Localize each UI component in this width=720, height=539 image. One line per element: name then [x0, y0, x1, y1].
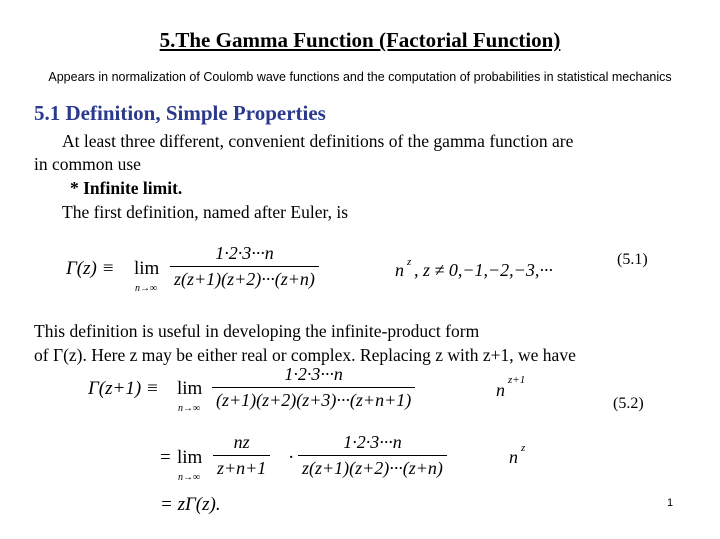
- eq51-label: (5.1): [617, 251, 648, 268]
- eq51-lim-sub: n→∞: [135, 283, 158, 294]
- page-title: 5.The Gamma Function (Factorial Function): [159, 28, 561, 52]
- eq52-lim: lim: [177, 378, 203, 399]
- eq51-fraction: [170, 243, 319, 290]
- eq52b-fraction-2: [298, 432, 447, 479]
- eq51-condition: , z ≠ 0,−1,−2,−3,···: [414, 260, 553, 280]
- eq52b-frac1-numerator: nz: [233, 432, 250, 452]
- eq52b-lim-sub: n→∞: [178, 472, 201, 483]
- eq52-denominator: (z+1)(z+2)(z+3)···(z+n+1): [212, 387, 415, 411]
- eq51-exponent: z: [407, 256, 412, 268]
- eq52b-frac2-denominator: z(z+1)(z+2)···(z+n): [298, 455, 447, 479]
- eq52-fraction: [212, 364, 415, 411]
- para-line-2: of Γ(z). Here z may be either real or complex. Replacing z with z+1, we have: [34, 345, 576, 365]
- eq52b-fraction-1: [213, 432, 270, 479]
- eq51-denominator: z(z+1)(z+2)···(z+n): [170, 266, 319, 290]
- eq52-result: = zΓ(z).: [160, 494, 221, 515]
- eq51-base: n: [395, 260, 404, 280]
- subtitle: Appears in normalization of Coulomb wave functions and the computation of probabilities in statistical mechanics: [48, 70, 672, 84]
- eq52-base: n: [496, 380, 505, 400]
- eq52-lhs: Γ(z+1) ≡: [88, 378, 159, 399]
- intro-line-1: At least three different, convenient definitions of the gamma function are: [62, 131, 574, 151]
- eq51-lhs: Γ(z) ≡: [66, 258, 115, 279]
- eq52b-exponent: z: [521, 442, 526, 454]
- eq52-numerator: 1·2·3···n: [284, 364, 343, 384]
- eq52b-dot: ·: [288, 447, 295, 468]
- euler-line: The first definition, named after Euler, is: [62, 202, 349, 222]
- bullet-infinite-limit: * Infinite limit.: [70, 178, 183, 198]
- eq52b-base: n: [509, 447, 518, 467]
- eq51-lim: lim: [134, 258, 160, 279]
- eq52b-equals: =: [160, 447, 171, 468]
- eq52b-frac2-numerator: 1·2·3···n: [343, 432, 402, 452]
- eq52-lim-sub: n→∞: [178, 403, 201, 414]
- eq51-numerator: 1·2·3···n: [215, 243, 274, 263]
- eq52-label: (5.2): [613, 395, 644, 412]
- para-line-1: This definition is useful in developing the infinite-product form: [34, 321, 480, 341]
- section-heading: 5.1 Definition, Simple Properties: [34, 101, 326, 125]
- intro-line-2: in common use: [34, 154, 141, 174]
- eq52b-frac1-denominator: z+n+1: [213, 455, 270, 479]
- eq52-exponent: z+1: [508, 374, 526, 386]
- eq52b-lim: lim: [177, 447, 203, 468]
- page-number: 1: [667, 497, 674, 509]
